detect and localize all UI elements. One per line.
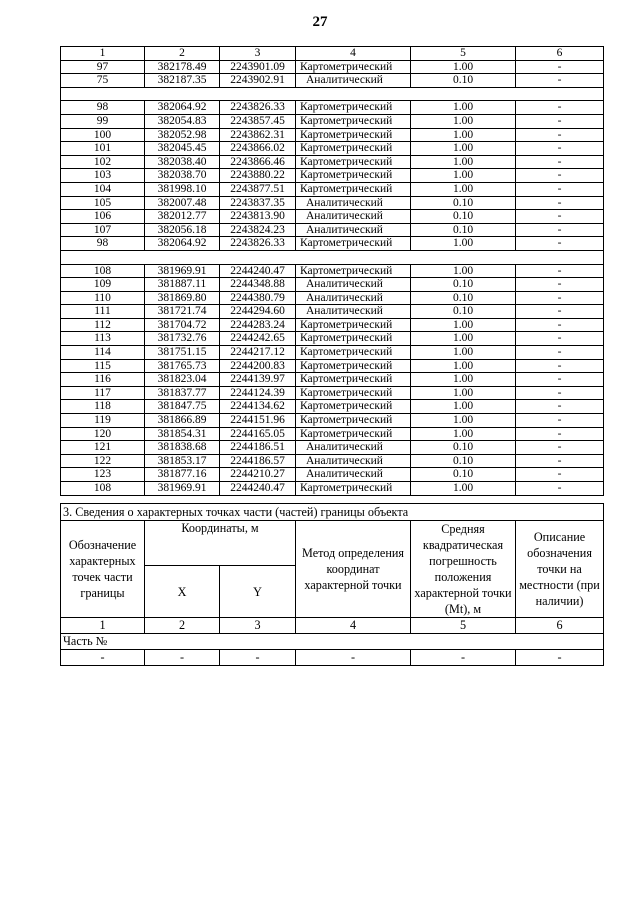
point-number: 113 xyxy=(61,332,145,346)
description-cell: - xyxy=(516,182,604,196)
coord-x: 382052.98 xyxy=(145,128,220,142)
part-points-table xyxy=(60,503,604,666)
coord-y: 2244186.51 xyxy=(220,441,296,455)
coord-y: 2243902.91 xyxy=(220,74,296,88)
point-row xyxy=(61,359,604,373)
description-cell: - xyxy=(516,427,604,441)
point-row xyxy=(61,318,604,332)
coord-x: 382045.45 xyxy=(145,142,220,156)
coord-x: 382038.70 xyxy=(145,169,220,183)
description-cell: - xyxy=(516,346,604,360)
column-number: 2 xyxy=(145,618,220,634)
column-number-row xyxy=(61,618,604,634)
point-number: 112 xyxy=(61,318,145,332)
coord-x: 381837.77 xyxy=(145,386,220,400)
coord-x: 381847.75 xyxy=(145,400,220,414)
mt-cell: 1.00 xyxy=(411,128,516,142)
method-cell: Картометрический xyxy=(296,237,411,251)
coord-y: 2244165.05 xyxy=(220,427,296,441)
point-number: 114 xyxy=(61,346,145,360)
method-cell: Картометрический xyxy=(296,169,411,183)
coord-x: 381751.15 xyxy=(145,346,220,360)
point-number: 121 xyxy=(61,441,145,455)
point-number: 97 xyxy=(61,60,145,74)
column-number: 1 xyxy=(61,618,145,634)
point-number: 103 xyxy=(61,169,145,183)
description-cell: - xyxy=(516,318,604,332)
mt-cell: 1.00 xyxy=(411,400,516,414)
header-description: Описание обозначения точки на местности (при наличии) xyxy=(516,521,604,618)
coord-y: 2243866.02 xyxy=(220,142,296,156)
method-cell: Картометрический xyxy=(296,101,411,115)
method-cell: Картометрический xyxy=(296,332,411,346)
mt-cell: 1.00 xyxy=(411,155,516,169)
coord-y: 2243866.46 xyxy=(220,155,296,169)
method-cell: Аналитический xyxy=(296,468,411,482)
description-cell: - xyxy=(516,60,604,74)
coord-x: 381998.10 xyxy=(145,182,220,196)
coord-x: 382007.48 xyxy=(145,196,220,210)
coord-y: 2244240.47 xyxy=(220,264,296,278)
column-number: 3 xyxy=(220,618,296,634)
point-row xyxy=(61,386,604,400)
coord-y: 2244217.12 xyxy=(220,346,296,360)
point-number: 119 xyxy=(61,414,145,428)
coord-y: 2243837.35 xyxy=(220,196,296,210)
method-cell: Картометрический xyxy=(296,155,411,169)
description-cell: - xyxy=(516,196,604,210)
description-cell: - xyxy=(516,278,604,292)
mt-cell: 0.10 xyxy=(411,74,516,88)
mt-cell: 1.00 xyxy=(411,318,516,332)
coord-x: 382054.83 xyxy=(145,114,220,128)
coord-y: 2243862.31 xyxy=(220,128,296,142)
description-cell: - xyxy=(516,482,604,496)
description-cell: - xyxy=(516,373,604,387)
coord-y: 2244242.65 xyxy=(220,332,296,346)
description-cell: - xyxy=(516,400,604,414)
description-cell: - xyxy=(516,332,604,346)
mt-cell: 1.00 xyxy=(411,427,516,441)
column-number: 6 xyxy=(516,47,604,61)
method-cell: Аналитический xyxy=(296,291,411,305)
coord-y: 2243901.09 xyxy=(220,60,296,74)
point-number: 105 xyxy=(61,196,145,210)
point-number: 99 xyxy=(61,114,145,128)
point-number: 104 xyxy=(61,182,145,196)
point-number: 120 xyxy=(61,427,145,441)
column-number: 6 xyxy=(516,618,604,634)
method-cell: Аналитический xyxy=(296,454,411,468)
mt-cell: 1.00 xyxy=(411,359,516,373)
point-number: 98 xyxy=(61,237,145,251)
method-cell: Картометрический xyxy=(296,373,411,387)
coord-y: 2244124.39 xyxy=(220,386,296,400)
header-coordinates: Координаты, м xyxy=(145,521,296,566)
method-cell: Картометрический xyxy=(296,346,411,360)
mt-cell: 1.00 xyxy=(411,114,516,128)
mt-cell: 0.10 xyxy=(411,305,516,319)
coord-y: 2244151.96 xyxy=(220,414,296,428)
point-row xyxy=(61,373,604,387)
mt-cell: 0.10 xyxy=(411,291,516,305)
description-cell: - xyxy=(516,414,604,428)
mt-cell: 1.00 xyxy=(411,346,516,360)
point-number: 107 xyxy=(61,223,145,237)
header-x: X xyxy=(145,566,220,618)
coord-y: 2243824.23 xyxy=(220,223,296,237)
coord-x: 382056.18 xyxy=(145,223,220,237)
point-row xyxy=(61,454,604,468)
description-cell: - xyxy=(516,114,604,128)
point-number: 116 xyxy=(61,373,145,387)
mt-cell: 1.00 xyxy=(411,60,516,74)
point-number: 101 xyxy=(61,142,145,156)
blank-cell xyxy=(61,250,604,264)
method-cell: Картометрический xyxy=(296,400,411,414)
point-row xyxy=(61,223,604,237)
mt-cell: 1.00 xyxy=(411,264,516,278)
point-row xyxy=(61,128,604,142)
description-cell: - xyxy=(516,359,604,373)
coord-x: 381765.73 xyxy=(145,359,220,373)
method-cell: Аналитический xyxy=(296,278,411,292)
mt-cell: 0.10 xyxy=(411,278,516,292)
method-cell: Картометрический xyxy=(296,142,411,156)
point-number: 123 xyxy=(61,468,145,482)
point-row xyxy=(61,305,604,319)
point-row xyxy=(61,237,604,251)
description-cell: - xyxy=(516,237,604,251)
header-designation: Обозначение характерных точек части границы xyxy=(61,521,145,618)
column-number: 4 xyxy=(296,618,411,634)
coord-y: 2244186.57 xyxy=(220,454,296,468)
header-row xyxy=(61,521,604,566)
point-row xyxy=(61,427,604,441)
coord-x: 381732.76 xyxy=(145,332,220,346)
point-row xyxy=(61,400,604,414)
point-number: 75 xyxy=(61,74,145,88)
method-cell: Картометрический xyxy=(296,386,411,400)
mt-cell: 1.00 xyxy=(411,101,516,115)
coord-x: 381838.68 xyxy=(145,441,220,455)
description-cell: - xyxy=(516,142,604,156)
coord-x: 382064.92 xyxy=(145,237,220,251)
method-cell: Аналитический xyxy=(296,196,411,210)
point-row xyxy=(61,155,604,169)
point-row xyxy=(61,60,604,74)
point-row xyxy=(61,142,604,156)
coord-x: 381853.17 xyxy=(145,454,220,468)
point-row xyxy=(61,210,604,224)
method-cell: Аналитический xyxy=(296,305,411,319)
coord-x: 381854.31 xyxy=(145,427,220,441)
blank-cell xyxy=(61,87,604,101)
method-cell: Аналитический xyxy=(296,441,411,455)
coord-x: 382187.35 xyxy=(145,74,220,88)
mt-cell: 0.10 xyxy=(411,223,516,237)
column-number: 4 xyxy=(296,47,411,61)
section-title: 3. Сведения о характерных точках части (частей) границы объекта xyxy=(61,504,604,521)
empty-cell: - xyxy=(516,650,604,666)
point-number: 115 xyxy=(61,359,145,373)
point-number: 108 xyxy=(61,264,145,278)
coord-y: 2244210.27 xyxy=(220,468,296,482)
header-y: Y xyxy=(220,566,296,618)
blank-separator-row xyxy=(61,250,604,264)
column-number: 5 xyxy=(411,618,516,634)
point-row xyxy=(61,169,604,183)
coord-x: 382012.77 xyxy=(145,210,220,224)
coord-x: 381869.80 xyxy=(145,291,220,305)
coord-y: 2244134.62 xyxy=(220,400,296,414)
coord-y: 2244139.97 xyxy=(220,373,296,387)
point-row xyxy=(61,182,604,196)
coord-y: 2244283.24 xyxy=(220,318,296,332)
method-cell: Картометрический xyxy=(296,128,411,142)
method-cell: Картометрический xyxy=(296,359,411,373)
mt-cell: 0.10 xyxy=(411,454,516,468)
method-cell: Картометрический xyxy=(296,182,411,196)
section-title-row xyxy=(61,504,604,521)
description-cell: - xyxy=(516,468,604,482)
coord-y: 2243813.90 xyxy=(220,210,296,224)
point-number: 109 xyxy=(61,278,145,292)
coord-y: 2243880.22 xyxy=(220,169,296,183)
column-number: 1 xyxy=(61,47,145,61)
description-cell: - xyxy=(516,101,604,115)
method-cell: Картометрический xyxy=(296,427,411,441)
coord-y: 2243826.33 xyxy=(220,101,296,115)
point-row xyxy=(61,332,604,346)
description-cell: - xyxy=(516,264,604,278)
empty-cell: - xyxy=(220,650,296,666)
mt-cell: 0.10 xyxy=(411,441,516,455)
column-number: 2 xyxy=(145,47,220,61)
coord-x: 381969.91 xyxy=(145,264,220,278)
description-cell: - xyxy=(516,454,604,468)
description-cell: - xyxy=(516,305,604,319)
mt-cell: 0.10 xyxy=(411,210,516,224)
description-cell: - xyxy=(516,210,604,224)
point-row xyxy=(61,468,604,482)
empty-cell: - xyxy=(296,650,411,666)
coord-x: 381877.16 xyxy=(145,468,220,482)
description-cell: - xyxy=(516,291,604,305)
point-row xyxy=(61,74,604,88)
empty-data-row xyxy=(61,650,604,666)
point-number: 108 xyxy=(61,482,145,496)
coord-x: 381823.04 xyxy=(145,373,220,387)
method-cell: Картометрический xyxy=(296,414,411,428)
mt-cell: 1.00 xyxy=(411,182,516,196)
method-cell: Картометрический xyxy=(296,318,411,332)
point-number: 122 xyxy=(61,454,145,468)
mt-cell: 1.00 xyxy=(411,169,516,183)
coord-y: 2244240.47 xyxy=(220,482,296,496)
point-number: 110 xyxy=(61,291,145,305)
coord-x: 382064.92 xyxy=(145,101,220,115)
coord-x: 381721.74 xyxy=(145,305,220,319)
mt-cell: 0.10 xyxy=(411,196,516,210)
coord-x: 382038.40 xyxy=(145,155,220,169)
coord-y: 2244348.88 xyxy=(220,278,296,292)
part-label: Часть № xyxy=(61,634,604,650)
point-number: 98 xyxy=(61,101,145,115)
coord-y: 2243826.33 xyxy=(220,237,296,251)
description-cell: - xyxy=(516,441,604,455)
column-number-row xyxy=(61,47,604,61)
coord-y: 2244200.83 xyxy=(220,359,296,373)
point-row xyxy=(61,441,604,455)
method-cell: Картометрический xyxy=(296,60,411,74)
method-cell: Картометрический xyxy=(296,264,411,278)
coord-x: 381969.91 xyxy=(145,482,220,496)
empty-cell: - xyxy=(61,650,145,666)
description-cell: - xyxy=(516,155,604,169)
part-label-row xyxy=(61,634,604,650)
description-cell: - xyxy=(516,169,604,183)
mt-cell: 1.00 xyxy=(411,237,516,251)
method-cell: Аналитический xyxy=(296,210,411,224)
point-row xyxy=(61,196,604,210)
empty-cell: - xyxy=(145,650,220,666)
coord-x: 382178.49 xyxy=(145,60,220,74)
coord-y: 2243877.51 xyxy=(220,182,296,196)
point-row xyxy=(61,414,604,428)
method-cell: Аналитический xyxy=(296,223,411,237)
mt-cell: 1.00 xyxy=(411,373,516,387)
point-number: 117 xyxy=(61,386,145,400)
point-row xyxy=(61,291,604,305)
description-cell: - xyxy=(516,386,604,400)
method-cell: Аналитический xyxy=(296,74,411,88)
point-row xyxy=(61,278,604,292)
mt-cell: 0.10 xyxy=(411,468,516,482)
point-row xyxy=(61,346,604,360)
coord-x: 381704.72 xyxy=(145,318,220,332)
point-number: 111 xyxy=(61,305,145,319)
coord-x: 381887.11 xyxy=(145,278,220,292)
description-cell: - xyxy=(516,74,604,88)
header-method: Метод определения координат характерной точки xyxy=(296,521,411,618)
method-cell: Картометрический xyxy=(296,114,411,128)
point-row xyxy=(61,264,604,278)
point-number: 118 xyxy=(61,400,145,414)
header-mt: Средняя квадратическая погрешность положения характерной точки (Mt), м xyxy=(411,521,516,618)
empty-cell: - xyxy=(411,650,516,666)
point-row xyxy=(61,114,604,128)
mt-cell: 1.00 xyxy=(411,386,516,400)
mt-cell: 1.00 xyxy=(411,142,516,156)
blank-separator-row xyxy=(61,87,604,101)
point-number: 102 xyxy=(61,155,145,169)
point-number: 100 xyxy=(61,128,145,142)
mt-cell: 1.00 xyxy=(411,482,516,496)
point-number: 106 xyxy=(61,210,145,224)
mt-cell: 1.00 xyxy=(411,414,516,428)
coord-y: 2243857.45 xyxy=(220,114,296,128)
point-row xyxy=(61,101,604,115)
method-cell: Картометрический xyxy=(296,482,411,496)
mt-cell: 1.00 xyxy=(411,332,516,346)
description-cell: - xyxy=(516,128,604,142)
description-cell: - xyxy=(516,223,604,237)
coord-y: 2244380.79 xyxy=(220,291,296,305)
coord-x: 381866.89 xyxy=(145,414,220,428)
column-number: 5 xyxy=(411,47,516,61)
coord-y: 2244294.60 xyxy=(220,305,296,319)
characteristic-points-table xyxy=(60,46,604,496)
point-row xyxy=(61,482,604,496)
page-number: 27 xyxy=(312,14,328,30)
column-number: 3 xyxy=(220,47,296,61)
